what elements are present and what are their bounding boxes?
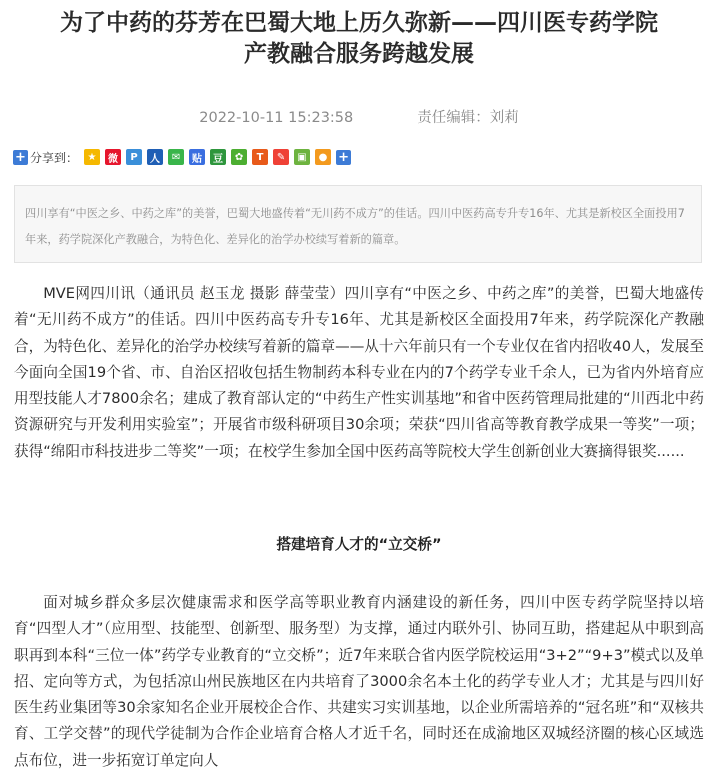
tqq-icon[interactable]: P [126, 149, 142, 165]
section-heading: 搭建培育人才的“立交桥” [276, 536, 442, 553]
sohu-icon[interactable]: ● [315, 149, 331, 165]
share-bar [13, 147, 351, 167]
article-title-line2: 产教融合服务跨越发展 [244, 41, 474, 67]
share-icons [84, 149, 336, 165]
qzone-icon[interactable]: ★ [84, 149, 100, 165]
article-title [0, 8, 718, 70]
wechat-icon[interactable]: ✉ [168, 149, 184, 165]
editor-credit: 责任编辑：刘莉 [417, 110, 519, 126]
kaixin-icon[interactable]: ✿ [231, 149, 247, 165]
tianya-icon[interactable]: T [252, 149, 268, 165]
article-summary: 四川享有“中医之乡、中药之库”的美誉，巴蜀大地盛传着“无川药不成方”的佳话。四川中医药高专升专16年、尤其是新校区全面投用7年来，药学院深化产教融合，为特色化、差异化的治学办校续写着新的篇章。 [14, 185, 702, 263]
body-paragraph-1: MVE网四川讯（通讯员 赵玉龙 摄影 薛莹莹）四川享有“中医之乡、中药之库”的美誉，巴蜀大地盛传着“无川药不成方”的佳话。四川中医药高专升专16年、尤其是新校区全面投用7年来，药学院深化产教融合，为特色化、差异化的治学办校续写着新的篇章——从十六年前只有一个专业仅在省内招收40人，发展至今面向全国19个省、市、自治区招收包括生物制药本科专业在内的7个药学专业千余人，已为省内外培育应用型技能人才7800余名；建成了教育部认定的“中药生产性实训基地”和省中医药管理局批建的“川西北中药资源研究与开发利用实验室”；开展省市级科研项目30余项；荣获“四川省高等教育教学成果一等奖”一项；获得“绵阳市科技进步二等奖”一项；在校学生参加全国中医药高等院校大学生创新创业大赛摘得银奖...... [14, 285, 704, 460]
share-more-icon[interactable]: + [336, 150, 351, 165]
share-label: 分享到： [30, 150, 79, 165]
publish-date: 2022-10-11 15:23:58 [199, 110, 354, 126]
article-title-line1: 为了中药的芬芳在巴蜀大地上历久弥新——四川医专药学院 [60, 10, 658, 36]
share-plus-icon[interactable]: + [13, 150, 28, 165]
photo-icon[interactable]: ▣ [294, 149, 310, 165]
tieba-icon[interactable]: 贴 [189, 149, 205, 165]
body-paragraph-2: 面对城乡群众多层次健康需求和医学高等职业教育内涵建设的新任务，四川中医专药学院坚持以培育“四型人才”（应用型、技能型、创新型、服务型）为支撑，通过内联外引、协同互助，搭建起从中职到高职再到本科“三位一体”药学专业教育的“立交桥”；近7年来联合省内医学院校运用“3+2”“9+3”模式以及单招、定向等方式，为包括凉山州民族地区在内共培育了3000余名本土化的药学专业人才；尤其是与四川好医生药业集团等30余家知名企业开展校企合作、共建实习实训基地，以企业所需培养的“冠名班”和“双核共育、工学交替”的现代学徒制为合作企业培育合格人才近千名，同时还在成渝地区双城经济圈的核心区域选点布位，进一步拓宽订单定向人 [14, 594, 704, 769]
mail-icon[interactable]: ✎ [273, 149, 289, 165]
renren-icon[interactable]: 人 [147, 149, 163, 165]
douban-icon[interactable]: 豆 [210, 149, 226, 165]
article-meta [0, 106, 718, 127]
weibo-icon[interactable]: 微 [105, 149, 121, 165]
